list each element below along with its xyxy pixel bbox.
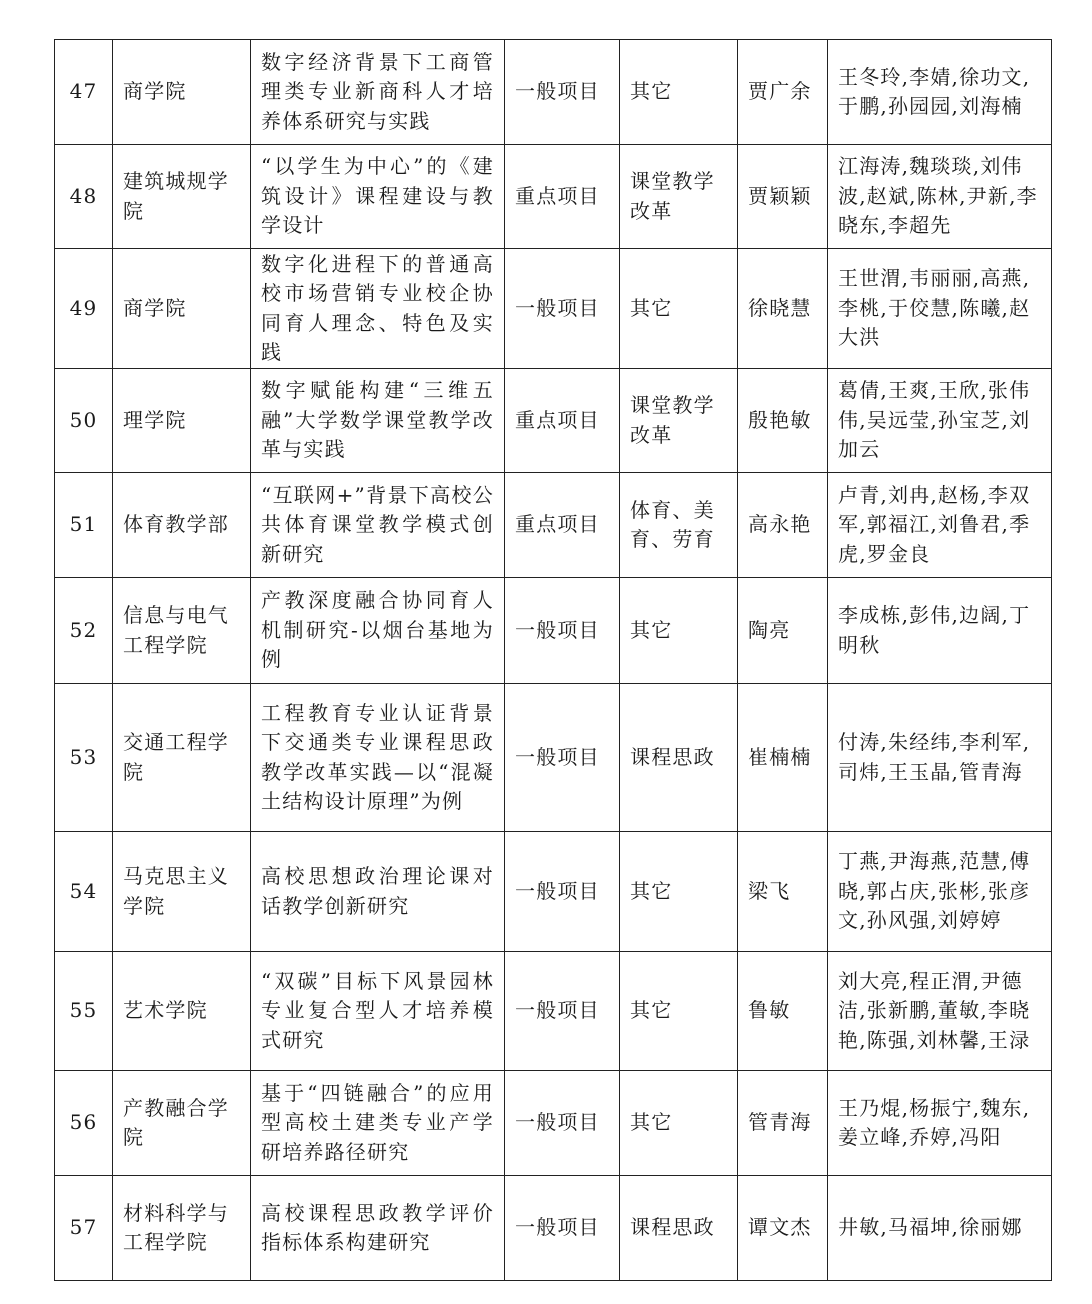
college-cell: 理学院 [113,369,251,473]
members-cell: 李成栋,彭伟,边阔,丁明秋 [828,578,1052,684]
leader-cell: 高永艳 [738,473,828,578]
project-level-cell: 一般项目 [505,40,620,145]
table-row [55,145,1052,249]
table-row [55,473,1052,578]
row-number: 55 [55,952,113,1071]
row-number: 52 [55,578,113,684]
college-cell: 商学院 [113,40,251,145]
project-name-cell: 数字化进程下的普通高校市场营销专业校企协同育人理念、特色及实践 [251,249,505,369]
members-cell: 丁燕,尹海燕,范慧,傅晓,郭占庆,张彬,张彦文,孙风强,刘婷婷 [828,832,1052,952]
project-level-cell: 一般项目 [505,684,620,832]
table-row [55,578,1052,684]
table-row [55,249,1052,369]
leader-cell: 贾广余 [738,40,828,145]
members-cell: 江海涛,魏琰琰,刘伟波,赵斌,陈林,尹新,李晓东,李超先 [828,145,1052,249]
table-row [55,832,1052,952]
project-name-cell: 数字赋能构建“三维五融”大学数学课堂教学改革与实践 [251,369,505,473]
project-level-cell: 重点项目 [505,145,620,249]
leader-cell: 殷艳敏 [738,369,828,473]
row-number: 48 [55,145,113,249]
college-cell: 材料科学与工程学院 [113,1176,251,1281]
row-number: 56 [55,1071,113,1176]
category-cell: 课程思政 [620,684,738,832]
table-row [55,952,1052,1071]
category-cell: 课程思政 [620,1176,738,1281]
category-cell: 其它 [620,578,738,684]
table-row [55,1071,1052,1176]
members-cell: 葛倩,王爽,王欣,张伟伟,吴远莹,孙宝芝,刘加云 [828,369,1052,473]
category-cell: 其它 [620,1071,738,1176]
project-level-cell: 一般项目 [505,952,620,1071]
project-name-cell: 高校思想政治理论课对话教学创新研究 [251,832,505,952]
project-name-cell: “双碳”目标下风景园林专业复合型人才培养模式研究 [251,952,505,1071]
leader-cell: 谭文杰 [738,1176,828,1281]
leader-cell: 梁飞 [738,832,828,952]
row-number: 54 [55,832,113,952]
project-level-cell: 一般项目 [505,832,620,952]
row-number: 53 [55,684,113,832]
project-name-cell: 高校课程思政教学评价指标体系构建研究 [251,1176,505,1281]
project-level-cell: 重点项目 [505,369,620,473]
leader-cell: 管青海 [738,1071,828,1176]
project-level-cell: 重点项目 [505,473,620,578]
category-cell: 其它 [620,40,738,145]
project-level-cell: 一般项目 [505,578,620,684]
project-name-cell: 数字经济背景下工商管理类专业新商科人才培养体系研究与实践 [251,40,505,145]
category-cell: 体育、美育、劳育 [620,473,738,578]
row-number: 47 [55,40,113,145]
project-table [54,39,1052,1281]
members-cell: 卢青,刘冉,赵杨,李双军,郭福江,刘鲁君,季虎,罗金良 [828,473,1052,578]
project-name-cell: 基于“四链融合”的应用型高校土建类专业产学研培养路径研究 [251,1071,505,1176]
college-cell: 建筑城规学院 [113,145,251,249]
category-cell: 课堂教学改革 [620,369,738,473]
category-cell: 课堂教学改革 [620,145,738,249]
row-number: 49 [55,249,113,369]
leader-cell: 崔楠楠 [738,684,828,832]
leader-cell: 贾颖颖 [738,145,828,249]
row-number: 51 [55,473,113,578]
project-name-cell: “以学生为中心”的《建筑设计》课程建设与教学设计 [251,145,505,249]
college-cell: 产教融合学院 [113,1071,251,1176]
college-cell: 交通工程学院 [113,684,251,832]
members-cell: 王乃焜,杨振宁,魏东,姜立峰,乔婷,冯阳 [828,1071,1052,1176]
table-row [55,369,1052,473]
project-level-cell: 一般项目 [505,1071,620,1176]
project-level-cell: 一般项目 [505,1176,620,1281]
members-cell: 刘大亮,程正渭,尹德洁,张新鹏,董敏,李晓艳,陈强,刘林馨,王渌 [828,952,1052,1071]
project-level-cell: 一般项目 [505,249,620,369]
members-cell: 王冬玲,李婧,徐功文,于鹏,孙园园,刘海楠 [828,40,1052,145]
project-name-cell: “互联网+”背景下高校公共体育课堂教学模式创新研究 [251,473,505,578]
row-number: 57 [55,1176,113,1281]
table-row [55,684,1052,832]
college-cell: 艺术学院 [113,952,251,1071]
college-cell: 商学院 [113,249,251,369]
members-cell: 井敏,马福坤,徐丽娜 [828,1176,1052,1281]
project-name-cell: 工程教育专业认证背景下交通类专业课程思政教学改革实践—以“混凝土结构设计原理”为例 [251,684,505,832]
table-row [55,1176,1052,1281]
leader-cell: 徐晓慧 [738,249,828,369]
members-cell: 王世渭,韦丽丽,高燕,李桃,于佼慧,陈曦,赵大洪 [828,249,1052,369]
project-name-cell: 产教深度融合协同育人机制研究-以烟台基地为例 [251,578,505,684]
college-cell: 信息与电气工程学院 [113,578,251,684]
college-cell: 马克思主义学院 [113,832,251,952]
table-row [55,40,1052,145]
leader-cell: 鲁敏 [738,952,828,1071]
category-cell: 其它 [620,832,738,952]
category-cell: 其它 [620,952,738,1071]
members-cell: 付涛,朱经纬,李利军,司炜,王玉晶,管青海 [828,684,1052,832]
leader-cell: 陶亮 [738,578,828,684]
college-cell: 体育教学部 [113,473,251,578]
category-cell: 其它 [620,249,738,369]
row-number: 50 [55,369,113,473]
